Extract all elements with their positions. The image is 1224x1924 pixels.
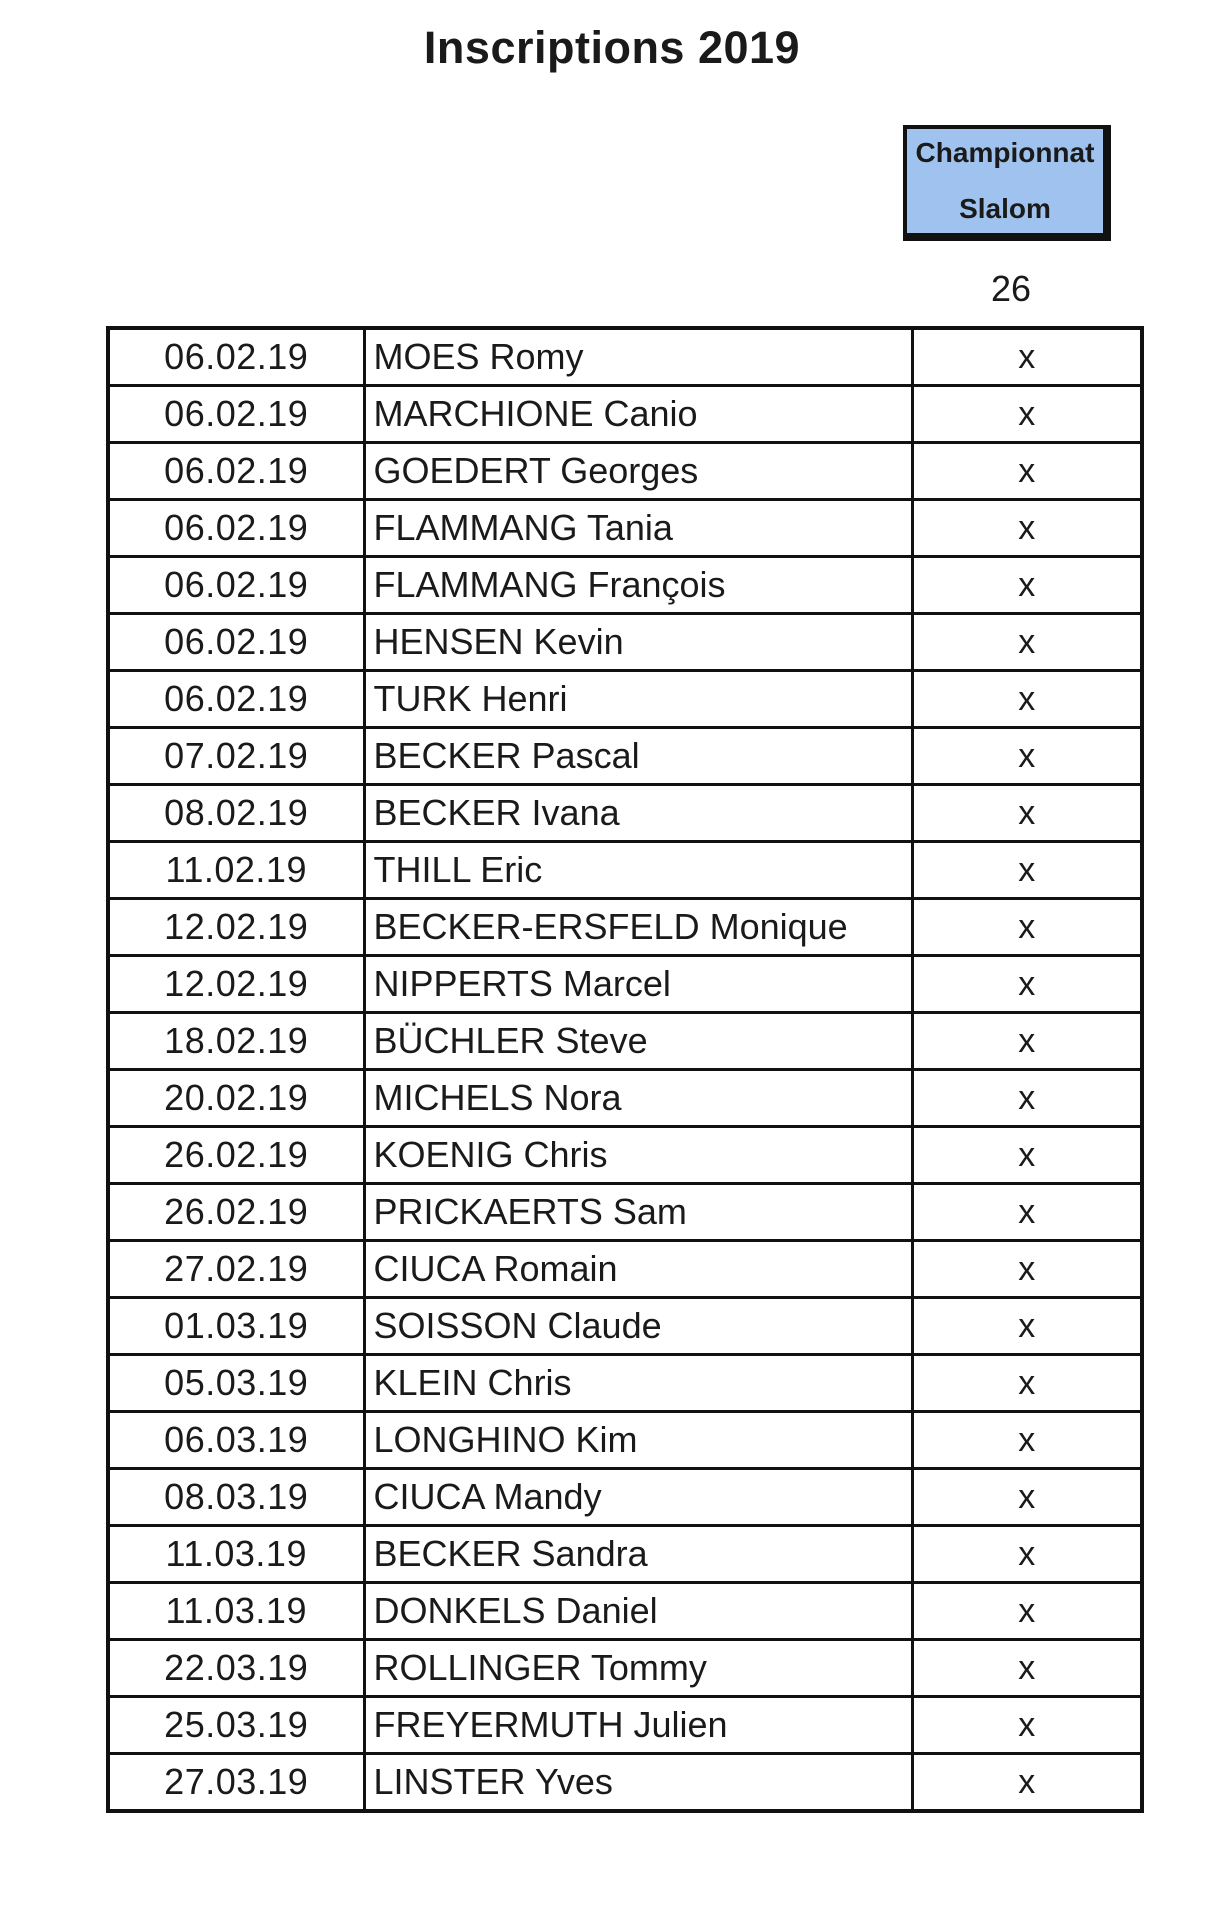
- row-name: KOENIG Chris: [364, 1127, 912, 1184]
- row-name: MOES Romy: [364, 328, 912, 386]
- row-name: FLAMMANG François: [364, 557, 912, 614]
- row-date: 27.02.19: [108, 1241, 364, 1298]
- table-row: [108, 1526, 1142, 1583]
- row-date: 06.02.19: [108, 614, 364, 671]
- row-date: 18.02.19: [108, 1013, 364, 1070]
- table-row: [108, 671, 1142, 728]
- column-header-championnat-slalom: [903, 125, 1111, 241]
- row-date: 12.02.19: [108, 899, 364, 956]
- row-date: 22.03.19: [108, 1640, 364, 1697]
- row-date: 12.02.19: [108, 956, 364, 1013]
- row-date: 26.02.19: [108, 1127, 364, 1184]
- table-row: [108, 557, 1142, 614]
- row-name: PRICKAERTS Sam: [364, 1184, 912, 1241]
- row-name: LINSTER Yves: [364, 1754, 912, 1812]
- row-date: 06.02.19: [108, 671, 364, 728]
- registrations-table: [106, 326, 1144, 1813]
- table-row: [108, 842, 1142, 899]
- row-name: SOISSON Claude: [364, 1298, 912, 1355]
- row-name: GOEDERT Georges: [364, 443, 912, 500]
- row-mark: x: [912, 328, 1142, 386]
- row-mark: x: [912, 1526, 1142, 1583]
- row-mark: x: [912, 1754, 1142, 1812]
- table-row: [108, 614, 1142, 671]
- table-row: [108, 443, 1142, 500]
- row-date: 06.02.19: [108, 500, 364, 557]
- row-name: TURK Henri: [364, 671, 912, 728]
- row-mark: x: [912, 956, 1142, 1013]
- row-name: CIUCA Mandy: [364, 1469, 912, 1526]
- row-date: 26.02.19: [108, 1184, 364, 1241]
- row-date: 06.02.19: [108, 386, 364, 443]
- row-mark: x: [912, 443, 1142, 500]
- row-mark: x: [912, 785, 1142, 842]
- row-date: 06.02.19: [108, 443, 364, 500]
- row-date: 27.03.19: [108, 1754, 364, 1812]
- column-header-line-1: Championnat: [915, 137, 1095, 168]
- row-mark: x: [912, 842, 1142, 899]
- row-date: 06.02.19: [108, 557, 364, 614]
- table-row: [108, 899, 1142, 956]
- row-mark: x: [912, 1697, 1142, 1754]
- column-header-line-2: Slalom: [959, 193, 1051, 224]
- table-row: [108, 386, 1142, 443]
- row-mark: x: [912, 899, 1142, 956]
- row-name: BÜCHLER Steve: [364, 1013, 912, 1070]
- table-row: [108, 1583, 1142, 1640]
- table-row: [108, 1298, 1142, 1355]
- row-mark: x: [912, 1241, 1142, 1298]
- table-row: [108, 1697, 1142, 1754]
- table-row: [108, 328, 1142, 386]
- table-row: [108, 1640, 1142, 1697]
- row-name: BECKER Pascal: [364, 728, 912, 785]
- row-mark: x: [912, 1013, 1142, 1070]
- table-row: [108, 1013, 1142, 1070]
- table-row: [108, 1127, 1142, 1184]
- row-name: BECKER-ERSFELD Monique: [364, 899, 912, 956]
- row-date: 11.03.19: [108, 1583, 364, 1640]
- row-mark: x: [912, 1412, 1142, 1469]
- table-row: [108, 1241, 1142, 1298]
- row-date: 20.02.19: [108, 1070, 364, 1127]
- row-name: FLAMMANG Tania: [364, 500, 912, 557]
- row-date: 25.03.19: [108, 1697, 364, 1754]
- table-row: [108, 1070, 1142, 1127]
- table-row: [108, 1184, 1142, 1241]
- row-name: THILL Eric: [364, 842, 912, 899]
- row-name: NIPPERTS Marcel: [364, 956, 912, 1013]
- row-date: 05.03.19: [108, 1355, 364, 1412]
- row-name: ROLLINGER Tommy: [364, 1640, 912, 1697]
- table-row: [108, 1412, 1142, 1469]
- row-name: MICHELS Nora: [364, 1070, 912, 1127]
- row-mark: x: [912, 1070, 1142, 1127]
- row-mark: x: [912, 728, 1142, 785]
- row-mark: x: [912, 1640, 1142, 1697]
- row-mark: x: [912, 557, 1142, 614]
- row-mark: x: [912, 500, 1142, 557]
- row-name: MARCHIONE Canio: [364, 386, 912, 443]
- row-mark: x: [912, 386, 1142, 443]
- table-row: [108, 500, 1142, 557]
- table-row: [108, 1754, 1142, 1812]
- table-row: [108, 1355, 1142, 1412]
- row-mark: x: [912, 671, 1142, 728]
- row-name: DONKELS Daniel: [364, 1583, 912, 1640]
- row-date: 08.03.19: [108, 1469, 364, 1526]
- row-mark: x: [912, 1583, 1142, 1640]
- row-date: 11.02.19: [108, 842, 364, 899]
- row-date: 06.03.19: [108, 1412, 364, 1469]
- row-mark: x: [912, 1355, 1142, 1412]
- row-name: BECKER Sandra: [364, 1526, 912, 1583]
- page-title: Inscriptions 2019: [423, 22, 801, 73]
- table-row: [108, 956, 1142, 1013]
- row-name: BECKER Ivana: [364, 785, 912, 842]
- row-mark: x: [912, 1469, 1142, 1526]
- table-row: [108, 1469, 1142, 1526]
- row-date: 06.02.19: [108, 328, 364, 386]
- row-name: CIUCA Romain: [364, 1241, 912, 1298]
- row-name: HENSEN Kevin: [364, 614, 912, 671]
- row-name: FREYERMUTH Julien: [364, 1697, 912, 1754]
- row-date: 08.02.19: [108, 785, 364, 842]
- registration-count: 26: [990, 268, 1032, 309]
- row-date: 11.03.19: [108, 1526, 364, 1583]
- row-date: 07.02.19: [108, 728, 364, 785]
- row-mark: x: [912, 1184, 1142, 1241]
- row-name: LONGHINO Kim: [364, 1412, 912, 1469]
- row-mark: x: [912, 1127, 1142, 1184]
- table-row: [108, 785, 1142, 842]
- row-mark: x: [912, 614, 1142, 671]
- row-mark: x: [912, 1298, 1142, 1355]
- table-row: [108, 728, 1142, 785]
- row-date: 01.03.19: [108, 1298, 364, 1355]
- row-name: KLEIN Chris: [364, 1355, 912, 1412]
- registrations-table-body: [108, 328, 1142, 1811]
